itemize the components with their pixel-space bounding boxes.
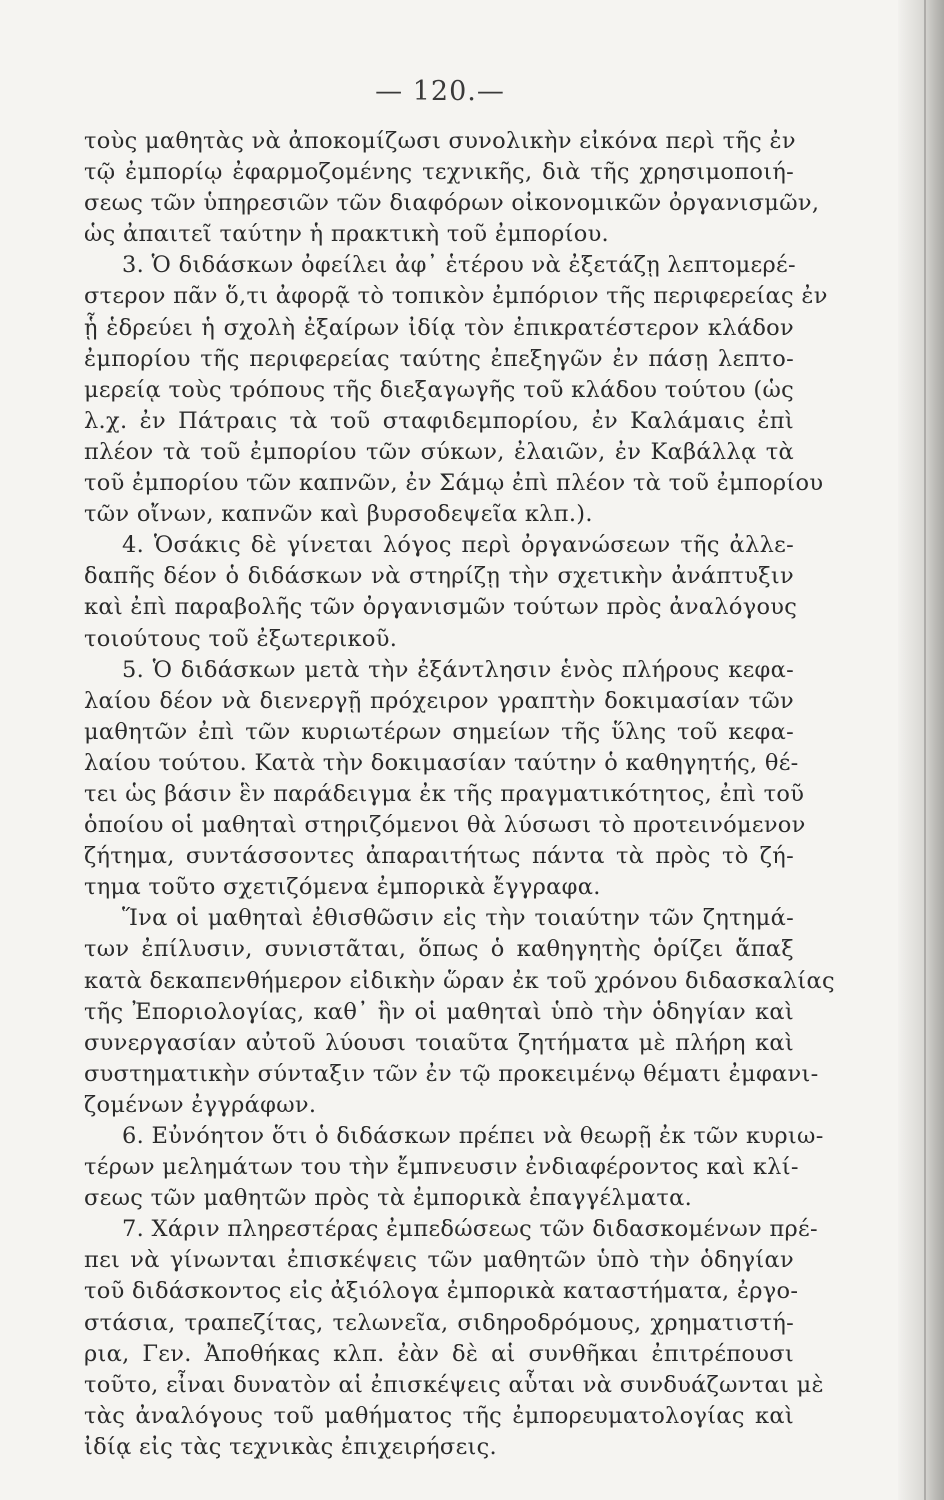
text-line: ζήτημα, συντάσσοντες ἀπαραιτήτως πάντα τὰ πρὸς τὸ ζή- xyxy=(84,843,794,870)
text-line: τέρων μελημάτων του τὴν ἔμπνευσιν ἐνδιαφέροντος καὶ κλί- xyxy=(84,1154,799,1181)
text-line: τοῦ διδάσκοντος εἰς ἀξιόλογα ἐμπορικὰ καταστήματα, ἐργο- xyxy=(84,1278,799,1305)
text-line: λ.χ. ἐν Πάτραις τὰ τοῦ σταφιδεμπορίου, ἐν Καλάμαις ἐπὶ xyxy=(84,407,794,434)
text-line: ζομένων ἐγγράφων. xyxy=(84,1091,317,1118)
page-number: — 120.— xyxy=(375,76,505,107)
text-line: των ἐπίλυσιν, συνιστᾶται, ὅπως ὁ καθηγητὴς ὁρίζει ἅπαξ xyxy=(84,936,794,963)
text-line: λαίου δέον νὰ διενεργῇ πρόχειρον γραπτὴν δοκιμασίαν τῶν xyxy=(84,687,794,714)
text-line: ᾗ ἑδρεύει ἡ σχολὴ ἐξαίρων ἰδίᾳ τὸν ἐπικρατέστερον κλάδον xyxy=(84,314,794,341)
text-line: στερον πᾶν ὅ,τι ἀφορᾷ τὸ τοπικὸν ἐμπόριον τῆς περιφερείας ἐν xyxy=(84,283,828,310)
text-line: καὶ ἐπὶ παραβολῆς τῶν ὀργανισμῶν τούτων πρὸς ἀναλόγους xyxy=(84,594,798,621)
text-line: τὰς ἀναλόγους τοῦ μαθήματος τῆς ἐμπορευματολογίας καὶ xyxy=(84,1402,794,1429)
text-line: τοῦ ἐμπορίου τῶν καπνῶν, ἐν Σάμῳ ἐπὶ πλέον τὰ τοῦ ἐμπορίου xyxy=(84,470,824,497)
text-line: ὁποίου οἱ μαθηταὶ στηριζόμενοι θὰ λύσωσι τὸ προτεινόμενον xyxy=(84,812,806,839)
text-line: ρια, Γεν. Ἀποθήκας κλπ. ἐὰν δὲ αἱ συνθῆκαι ἐπιτρέπουσι xyxy=(84,1340,794,1367)
text-line: λαίου τούτου. Κατὰ τὴν δοκιμασίαν ταύτην ὁ καθηγητής, θέ- xyxy=(84,749,799,776)
text-line: τῶν οἴνων, καπνῶν καὶ βυρσοδεψεῖα κλπ.). xyxy=(84,501,593,528)
text-line: τημα τοῦτο σχετιζόμενα ἐμπορικὰ ἔγγραφα. xyxy=(84,874,601,901)
gutter-line xyxy=(924,0,926,1500)
text-line: τοὺς μαθητὰς νὰ ἀποκομίζωσι συνολικὴν εἰκόνα περὶ τῆς ἐν xyxy=(84,128,796,154)
text-line: δαπῆς δέον ὁ διδάσκων νὰ στηρίζῃ τὴν σχετικὴν ἀνάπτυξιν xyxy=(84,563,794,590)
text-line: στάσια, τραπεζίτας, τελωνεῖα, σιδηροδρόμους, χρηματιστή- xyxy=(84,1309,794,1336)
text-line: τει ὡς βάσιν ἓν παράδειγμα ἐκ τῆς πραγματικότητος, ἐπὶ τοῦ xyxy=(84,780,805,807)
text-line: 3. Ὁ διδάσκων ὀφείλει ἀφ᾽ ἑτέρου νὰ ἐξετάζῃ λεπτομερέ- xyxy=(122,252,796,279)
text-line: σεως τῶν μαθητῶν πρὸς τὰ ἐμπορικὰ ἐπαγγέλματα. xyxy=(84,1185,693,1212)
text-line: τῆς Ἐποριολογίας, καθ᾽ ἣν οἱ μαθηταὶ ὑπὸ τὴν ὁδηγίαν καὶ xyxy=(84,998,794,1025)
text-line: πλέον τὰ τοῦ ἐμπορίου τῶν σύκων, ἐλαιῶν, ἐν Καβάλλᾳ τὰ xyxy=(84,438,794,465)
page-gutter-shadow xyxy=(898,0,944,1500)
text-line: μαθητῶν ἐπὶ τῶν κυριωτέρων σημείων τῆς ὕλης τοῦ κεφα- xyxy=(84,718,794,745)
text-line: μερείᾳ τοὺς τρόπους τῆς διεξαγωγῆς τοῦ κλάδου τούτου (ὡς xyxy=(84,376,794,403)
text-line: 6. Εὐνόητον ὅτι ὁ διδάσκων πρέπει νὰ θεωρῇ ἐκ τῶν κυριω- xyxy=(122,1123,824,1149)
text-line: τοιούτους τοῦ ἐξωτερικοῦ. xyxy=(84,625,398,652)
text-line: ἰδίᾳ εἰς τὰς τεχνικὰς ἐπιχειρήσεις. xyxy=(84,1433,498,1460)
body-text xyxy=(84,126,835,1463)
text-line: 7. Χάριν πληρεστέρας ἐμπεδώσεως τῶν διδασκομένων πρέ- xyxy=(122,1216,818,1243)
text-line: τοῦτο, εἶναι δυνατὸν αἱ ἐπισκέψεις αὗται νὰ συνδυάζωνται μὲ xyxy=(84,1371,824,1398)
text-line: ὡς ἀπαιτεῖ ταύτην ἡ πρακτικὴ τοῦ ἐμπορίου. xyxy=(84,221,610,248)
text-line: ἐμπορίου τῆς περιφερείας ταύτης ἐπεξηγῶν ἐν πάσῃ λεπτο- xyxy=(84,345,794,372)
text-line: Ἵνα οἱ μαθηταὶ ἐθισθῶσιν εἰς τὴν τοιαύτην τῶν ζητημά- xyxy=(122,905,794,932)
text-line: σεως τῶν ὑπηρεσιῶν τῶν διαφόρων οἰκονομικῶν ὀργανισμῶν, xyxy=(84,190,820,217)
text-line: κατὰ δεκαπενθήμερον εἰδικὴν ὥραν ἐκ τοῦ χρόνου διδασκαλίας xyxy=(84,967,835,994)
text-line: πει νὰ γίνωνται ἐπισκέψεις τῶν μαθητῶν ὑπὸ τὴν ὁδηγίαν xyxy=(84,1247,794,1274)
text-line: τῷ ἐμπορίῳ ἐφαρμοζομένης τεχνικῆς, διὰ τῆς χρησιμοποιή- xyxy=(84,159,794,186)
text-line: συστηματικὴν σύνταξιν τῶν ἐν τῷ προκειμένῳ θέματι ἐμφανι- xyxy=(84,1060,819,1087)
text-line: συνεργασίαν αὐτοῦ λύουσι τοιαῦτα ζητήματα μὲ πλήρη καὶ xyxy=(84,1029,794,1056)
text-line: 4. Ὁσάκις δὲ γίνεται λόγος περὶ ὀργανώσεων τῆς ἀλλε- xyxy=(122,532,794,559)
text-line: 5. Ὁ διδάσκων μετὰ τὴν ἐξάντλησιν ἑνὸς πλήρους κεφα- xyxy=(122,656,794,683)
